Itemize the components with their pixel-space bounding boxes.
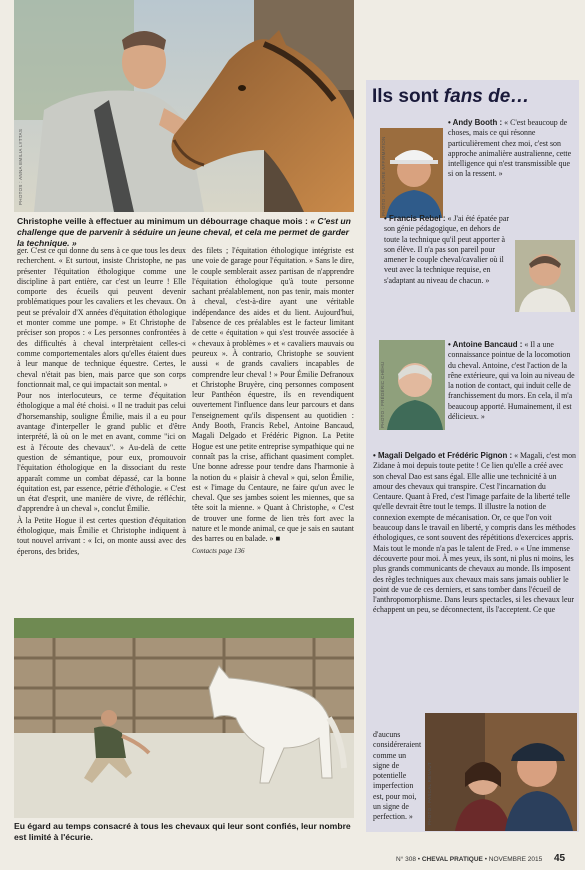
caption-quote: « C'est un challenge que de parvenir à séduire un jeune cheval, et cela me permet de garder la technique. »: [17, 216, 351, 248]
sidebar-francis-text: [384, 214, 512, 286]
paragraph: À la Petite Hogue il est certes question d'équitation éthologique, mais Émilie et Christophe indiquent à tout nouvel arrivant : « Ici, on monte aussi avec des éperons, des brides,: [17, 515, 186, 556]
andy-booth-illustration: [380, 128, 443, 218]
paragraph: ger. C'est ce qui donne du sens à ce que tous les deux recherchent. « Et surtout, insiste Christophe, ne pas présenter l'équitation éthologique comme une discipline à part entière, car c'est un leurre ! Elle comporte des écueils qui peuvent devenir problématiques pour les cavaliers et les chevaux. On peut se prévaloir d'X années d'équitation éthologique et monter comme une pompe. » Et Christophe de préciser son propos : « Les personnes confrontées à des difficultés à cheval interprètaient celles-ci comme comportementales alors qu'elles étaient dues à leur manque de technique équestre. Certes, le cheval n'était pas bien, mais parce que son corps fonctionnait mal, ce qui impactait son mental. »: [17, 246, 186, 389]
andy-quote: « C'est beaucoup de choses, mais ce qui résonne particulièrement chez moi, c'est son approche animalière australienne, cette intelligence qui n'est transmissible que si on la ressent. »: [448, 118, 572, 179]
paragraph: des filets ; l'équitation éthologique intégriste est une voie de garage pour l'équitation. » Sans le dire, le couple semblerait assez partisan de n'apprendre l'équitation éthologique qu'à toute personne sachant préalablement, non pas tenir, mais monter à cheval, c'est-à-dire ayant une véritable indépendance des aides et du lient. Aujourd'hui, l'absence de ces préalables est le facteur limitant de cette « équitation » qui s'est trouvée associée à « chevaux à problèmes » et « cavaliers mauvais ou peureux ». À contrario, Christophe se souvient aussi « de grands cavaliers incapables de comprendre leur cheval ! » Pour Émilie Defranoux et Christophe Bruyère, cinq personnes composent leur Panthéon équestre, ils en revendiquent ouvertement l'influence dans leur parcours et dans l'enseignement qu'ils dispensent au quotidien : Andy Booth, Francis Rebel, Antoine Bancaud, Magali Delgado et Frédéric Pignon. La Petite Hogue est une petite entreprise sympathique qui ne connaît pas la crise, affichant quasiment complet. Une bonne adresse pour tendre dans l'harmonie à la notion du « plaisir à cheval » qui, selon Émilie, est « l'image du Centaure, ne faire qu'un avec le cheval. Que ses jambes soient les miennes, que sa tête soit la mienne. » Quant à Christophe, « C'est de trouver une forme de lien très fort avec la nature et le monde animal, ce que je sais en sautant des barres ou en balade. » ■: [192, 246, 354, 544]
top-photo: [14, 0, 354, 212]
bottom-photo-caption: Eu égard au temps consacré à tous les chevaux qui leur sont confiés, leur nombre est limité à l'écurie.: [14, 821, 351, 842]
antoine-name: • Antoine Bancaud :: [448, 340, 523, 349]
andy-photo-credit: PHOTO : FEATURE AFFIRMATION: [381, 136, 386, 216]
top-photo-illustration: [14, 0, 354, 212]
paragraph: Pour nos interlocuteurs, ce terme d'équitation éthologique a mal été choisi. « Il ne traduit pas celui d'horsemanship, souligne Émilie, mais il a eu pour avantage d'interpeller le grand public et d'être interprété, là où on le met en avant, comme "ici on est à l'écoute des chevaux". » Au-delà de cette question de sémantique, pour eux, promouvoir l'équitation éthologique en la dissociant du reste apparaît comme un combat dépassé, car la bonne équitation est, par essence, pétrie d'éthologie. « C'est un état d'esprit, une manière de vivre, de réfléchir, d'apprendre à un cheval », conclut Émilie.: [17, 391, 186, 514]
andy-name: • Andy Booth :: [448, 118, 503, 127]
antoine-bancaud-portrait: [379, 340, 445, 430]
sidebar-title: [372, 86, 529, 108]
sidebar-title-fans: fans de…: [443, 86, 530, 107]
footer-magazine: CHEVAL PRATIQUE: [421, 856, 483, 863]
antoine-quote: « Il a une connaissance pointue de la locomotion du cheval. Antoine, c'est l'action de la rêne extérieure, qui va loin au niveau de la notion de contact, qui induit celle de franchissement du mors. En cela, il m'a beaucoup apporté. Humainement, il est délicieux. »: [448, 340, 575, 422]
bottom-photo: [14, 618, 354, 818]
francis-rebel-portrait: [515, 240, 575, 312]
sidebar-title-main: Ils sont: [372, 86, 439, 107]
footer-date: NOVEMBRE 2015: [488, 856, 543, 863]
sidebar-magali-text: [373, 451, 576, 616]
francis-name: • Francis Rebel :: [384, 214, 446, 223]
sidebar-antoine-text: [448, 340, 576, 422]
andy-booth-portrait: [380, 128, 443, 218]
delgado-pignon-portrait: [425, 713, 577, 831]
top-photo-caption: [17, 216, 353, 249]
contacts-note: Contacts page 136: [192, 546, 245, 555]
antoine-photo-credit: PHOTO : FRÉDÉRIC CHÉHU: [380, 361, 385, 428]
bottom-photo-illustration: [14, 618, 354, 818]
article-column-middle: [192, 246, 354, 557]
article-column-left: [17, 246, 186, 558]
page-number: 45: [554, 853, 566, 864]
top-photo-credit: PHOTOS : ANNA EMILIA LYTTAS: [18, 128, 23, 205]
magali-quote: « Magali, c'est mon Zidane à moi depuis toute petite ! Ce lien qu'elle a créé avec son cheval Dao est sans égal. Elle allie une technicité à un amour des chevaux qui transpire. C'est l'incarnation du Centaure. Quant à Fred, c'est l'image parfaite de la liberté telle qu'elle devrait être tout le temps. Il illustre la notion de connexion exempte de mécanisation. Or, ce que l'on voit beaucoup dans le travail en liberté, y compris dans les méthodes éthologiques, ce sont souvent des répétitions d'exercices appris. Mais tout le monde n'a pas le talent de Fred. » « Une immense découverte pour moi. À mes yeux, ils sont, ni plus ni moins, les plus grands communicants de chevaux au monde. Ils imposent des règles techniques aux chevaux mais sans jamais oublier le point de vue de ces derniers, et sans tomber dans l'écueil de l'anthropomorphisme. Dans leurs spectacles, si les chevaux leur échappent un peu, se déconnectent, ils l'acceptent. Ce que: [373, 451, 577, 615]
caption-lead: Christophe veille à effectuer au minimum un débourrage chaque mois :: [17, 216, 311, 226]
francis-quote: « J'ai été épatée par son génie pédagogique, en dehors de toute la technique qu'il peut apporter à son élève. Il n'a pas son pareil pour amener le couple cheval/cavalier où il veut avec la technique requise, en s'adaptant au niveau de chacun. »: [384, 214, 509, 285]
francis-rebel-illustration: [515, 240, 575, 312]
magali-name: • Magali Delgado et Frédéric Pignon :: [373, 451, 513, 460]
delgado-pignon-photo-credit: PHOTO : PASCAL RENAUT: [427, 762, 432, 825]
sidebar-andy-text: [448, 118, 576, 180]
footer-issue: N° 308: [396, 856, 416, 863]
sidebar-magali-tail: d'aucuns considéreraient comme un signe de potentielle imperfection est, pour moi, un signe de perfection. »: [373, 730, 422, 822]
antoine-bancaud-illustration: [379, 340, 445, 430]
footer: N° 308 • CHEVAL PRATIQUE • NOVEMBRE 2015: [396, 856, 543, 863]
delgado-pignon-illustration: [425, 713, 577, 831]
